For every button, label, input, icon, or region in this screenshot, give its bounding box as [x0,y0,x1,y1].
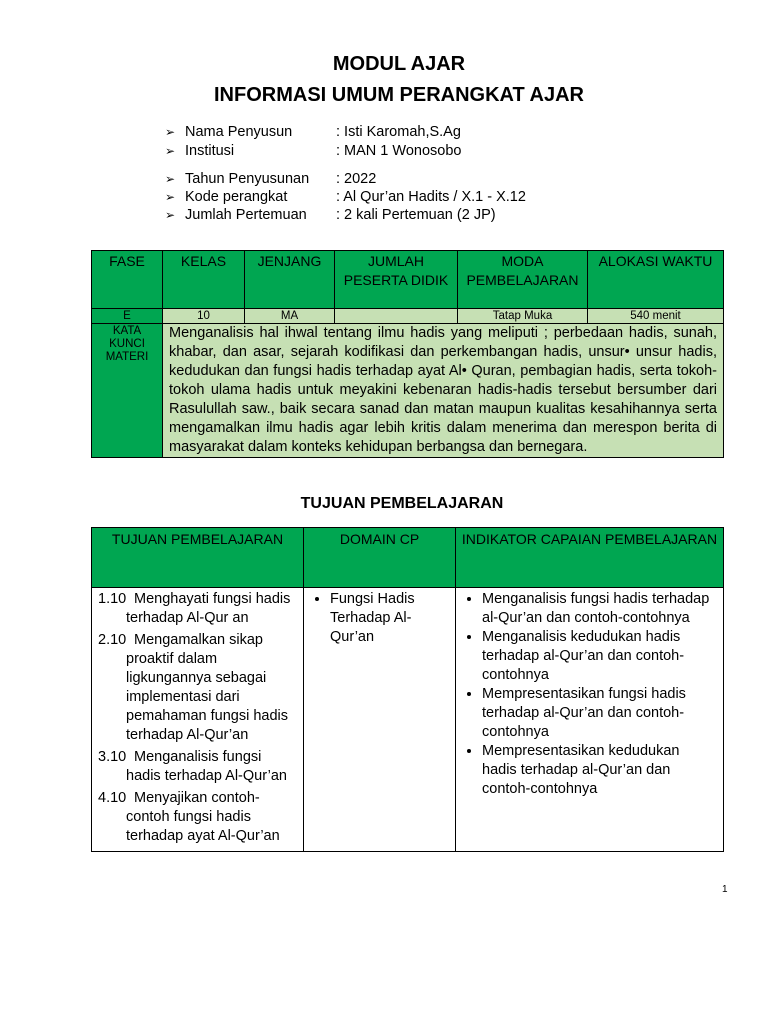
info-value: : Isti Karomah,S.Ag [336,124,461,140]
value-moda: Tatap Muka [458,309,588,324]
header-domain: DOMAIN CP [304,528,456,588]
info-label: Jumlah Pertemuan [185,207,307,223]
domain-list [310,590,449,647]
header-tujuan: TUJUAN PEMBELAJARAN [92,528,304,588]
tujuan-item: 2.10 Mengamalkan sikap proaktif dalam ligkungannya sebagai implementasi dari pemahaman fungsi hadis terhadap Al-Qur’an [98,632,289,743]
indikator-item: • Mempresentasikan kedudukan hadis terhadap al-Qur’an dan contoh-contohnya [482,742,717,799]
info-label: Nama Penyusun [185,124,293,140]
tujuan-cell [92,588,304,852]
header-fase: FASE [92,251,163,309]
learning-objectives-table [91,527,724,852]
indikator-list [462,590,717,799]
value-jenjang: MA [245,309,335,324]
header-alokasi: ALOKASI WAKTU [588,251,724,309]
header-kelas: KELAS [163,251,245,309]
general-info-table [91,250,724,458]
arrow-bullet-icon: ➢ [165,208,176,222]
header-jumlah-peserta: JUMLAH PESERTA DIDIK [335,251,458,309]
section-title: TUJUAN PEMBELAJARAN [300,495,504,512]
arrow-bullet-icon: ➢ [165,172,176,186]
info-value: : Al Qur’an Hadits / X.1 - X.12 [336,189,526,205]
tujuan-list [98,590,297,846]
arrow-bullet-icon: ➢ [165,125,176,139]
info-label: Kode perangkat [185,189,288,205]
info-value: : 2022 [336,171,377,187]
header-indikator: INDIKATOR CAPAIAN PEMBELAJARAN [456,528,724,588]
tujuan-item: 1.10 Menghayati fungsi hadis terhadap Al-Qur an [98,591,291,626]
info-value: : MAN 1 Wonosobo [336,143,462,159]
indikator-item: • Menganalisis fungsi hadis terhadap al-Qur’an dan contoh-contohnya [482,590,717,628]
info-value: : 2 kali Pertemuan (2 JP) [336,207,496,223]
header-jenjang: JENJANG [245,251,335,309]
tujuan-item: 3.10 Menganalisis fungsi hadis terhadap Al-Qur’an [98,749,287,784]
value-jumlah-peserta [335,309,458,324]
domain-cell [304,588,456,852]
info-label: Tahun Penyusunan [185,171,310,187]
page-number: 1 [722,884,728,895]
kata-kunci-text: Menganalisis hal ihwal tentang ilmu hadis yang meliputi ; perbedaan hadis, sunah, khabar, dan asar, sejarah kodifikasi dan perkembangan hadis, unsur• unsur hadis, kedudukan dan fungsi hadis terhadap ayat Al• Quran, pembagian hadis, serta tokoh-tokoh ulama hadis untuk meyakini kebenaran hadis-hadis tersebut bersumber dari Rasulullah saw., baik secara sanad dan matan maupun kualitas kesahihannya serta mengamalkan ilmu hadis agar lebih kritis dalam menerima dan merespon berita di masyarakat dalam konteks kehidupan berbangsa dan bernegara. [163,324,724,458]
value-alokasi: 540 menit [588,309,724,324]
kata-kunci-label: KATA KUNCI MATERI [92,324,163,458]
arrow-bullet-icon: ➢ [165,144,176,158]
document-subtitle: INFORMASI UMUM PERANGKAT AJAR [214,84,584,106]
indikator-item: • Menganalisis kedudukan hadis terhadap al-Qur’an dan contoh-contohnya [482,628,717,685]
info-label: Institusi [185,143,235,159]
value-kelas: 10 [163,309,245,324]
tujuan-item: 4.10 Menyajikan contoh-contoh fungsi hadis terhadap ayat Al-Qur’an [98,790,280,844]
indikator-cell [456,588,724,852]
header-moda: MODA PEMBELAJARAN [458,251,588,309]
document-title: MODUL AJAR [332,53,466,75]
indikator-item: • Mempresentasikan fungsi hadis terhadap al-Qur’an dan contoh-contohnya [482,685,717,742]
arrow-bullet-icon: ➢ [165,190,176,204]
domain-item: • Fungsi Hadis Terhadap Al-Qur’an [330,590,449,647]
value-fase: E [92,309,163,324]
